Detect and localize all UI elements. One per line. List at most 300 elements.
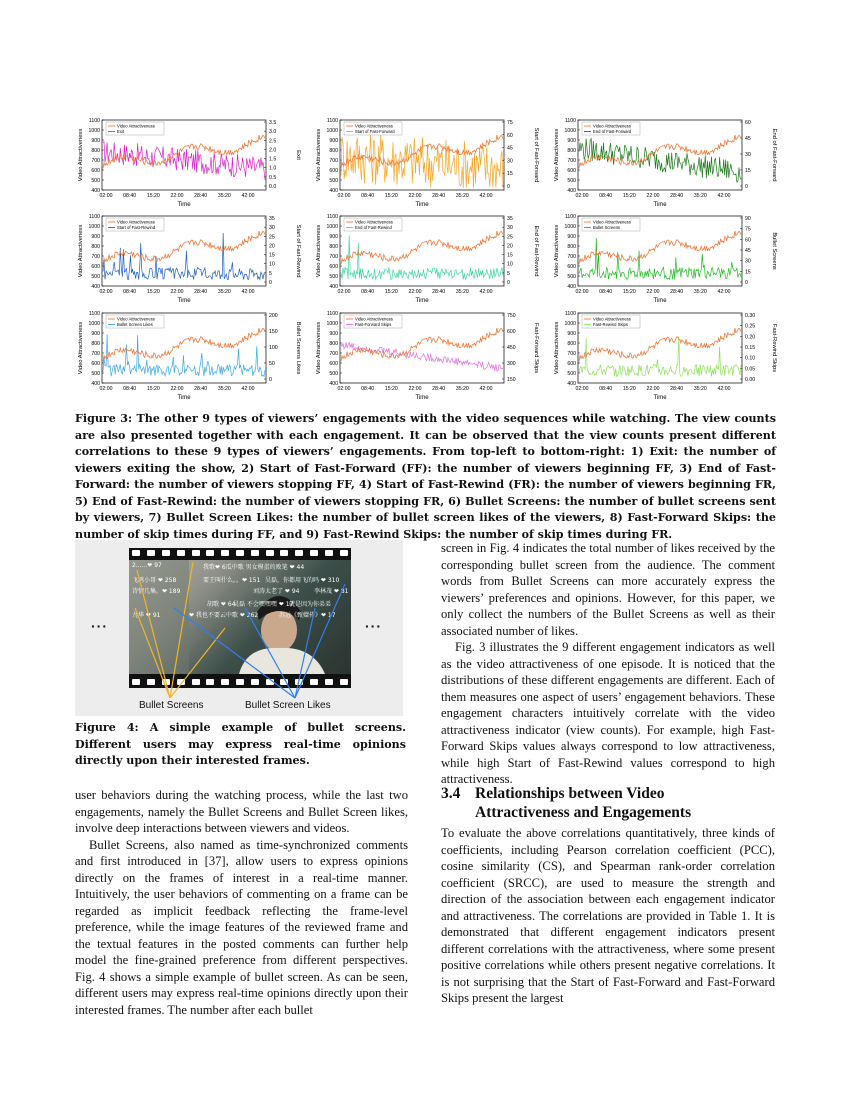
left-tick-label: 500 [329, 371, 338, 377]
x-tick-label: 08:40 [599, 289, 613, 295]
right-paragraph-1: screen in Fig. 4 indicates the total number of likes received by the corresponding bullet screen from the audience. The comment words from Bullet Screens can more accurately express the viewers’ preferences and opinions. However, for this paper, we only collect the numbers of the Bullet Screens as well as their associated number of likes. [441, 541, 775, 638]
left-tick-label: 400 [91, 284, 100, 290]
right-tick-label: 1.5 [269, 156, 277, 163]
legend-entry: End of Fast-Rewind [355, 225, 392, 231]
right-tick-label: 150 [507, 377, 516, 383]
right-tick-label: 0.5 [269, 174, 277, 181]
legend-entry: Video Attractiveness [355, 219, 393, 225]
left-tick-label: 700 [91, 254, 100, 260]
right-tick-label: 15 [507, 252, 513, 259]
left-axis-label: Video Attractiveness [316, 128, 322, 182]
x-axis-label: Time [653, 298, 667, 304]
x-tick-label: 22:00 [170, 289, 184, 295]
x-tick-label: 22:00 [646, 386, 660, 392]
left-axis-label: Video Attractiveness [316, 321, 322, 375]
left-tick-label: 600 [91, 168, 100, 174]
bullet-comment: 胡歌 ❤ 64 [207, 601, 236, 608]
legend-entry: Video Attractiveness [593, 316, 631, 322]
left-axis-label: Video Attractiveness [316, 224, 322, 278]
right-tick-label: 0.0 [269, 184, 277, 190]
chart-svg [551, 112, 777, 208]
right-tick-label: 30 [507, 158, 513, 165]
right-tick-label: 1.0 [269, 165, 277, 172]
left-axis-label: Video Attractiveness [554, 224, 560, 278]
figure-3-caption-text: The other 9 types of viewers’ engagements with the video sequences while watching. The view counts are also presented together with each engagement. It can be observed that the view counts present different correlations to these 9 types of viewers’ engagements. From top-left to bottom-right: 1) Exit: the number of viewers exiting the show, 2) Start of Fast-Forward (FF): the number of viewers beginning FF, 3) End of Fast-Forward: the number of viewers stopping FF, 4) Start of Fast-Rewind (FR): the number of viewers beginning FR, 5) End of Fast-Rewind: the number of viewers stopping FR, 6) Bullet Screens: the number of bullet screens sent by viewers, 7) Bullet Screen Likes: the number of bullet screen likes of the viewers, 8) Fast-Forward Skips: the number of skip times during FF, and 9) Fast-Rewind Skips: the number of skip times during FR. [75, 412, 776, 541]
left-tick-label: 800 [91, 244, 100, 250]
right-tick-label: 15 [269, 252, 275, 259]
left-tick-label: 1000 [326, 224, 338, 230]
x-tick-label: 42:00 [717, 386, 731, 392]
right-tick-label: 0.30 [745, 313, 756, 319]
x-tick-label: 02:00 [337, 386, 351, 392]
x-tick-label: 28:40 [670, 193, 684, 199]
engagement-chart [551, 305, 777, 401]
engagement-chart [313, 305, 539, 401]
left-tick-label: 400 [567, 284, 576, 290]
left-tick-label: 900 [567, 331, 576, 337]
x-tick-label: 22:00 [408, 193, 422, 199]
x-tick-label: 22:00 [646, 289, 660, 295]
section-title-line-2: Attractiveness and Engagements [475, 804, 692, 821]
x-tick-label: 08:40 [123, 386, 137, 392]
left-tick-label: 500 [567, 371, 576, 377]
x-tick-label: 02:00 [337, 193, 351, 199]
left-tick-label: 500 [567, 274, 576, 280]
right-tick-label: 3.0 [269, 129, 277, 136]
engagement-series [341, 235, 503, 279]
x-tick-label: 08:40 [361, 386, 375, 392]
left-tick-label: 700 [329, 158, 338, 164]
right-tick-label: 0 [745, 280, 748, 286]
right-tick-label: 35 [269, 216, 275, 222]
bullet-screens-label: Bullet Screens [139, 700, 204, 711]
left-tick-label: 800 [567, 148, 576, 154]
right-tick-label: 45 [745, 248, 751, 254]
x-tick-label: 02:00 [99, 386, 113, 392]
left-tick-label: 1000 [564, 128, 576, 134]
x-tick-label: 02:00 [575, 386, 589, 392]
right-tick-label: 50 [269, 361, 275, 367]
x-tick-label: 28:40 [194, 193, 208, 199]
left-tick-label: 700 [91, 351, 100, 357]
x-tick-label: 15:20 [384, 193, 398, 199]
x-tick-label: 35:20 [217, 193, 231, 199]
engagement-series [103, 233, 265, 280]
legend-entry: Start of Fast-Forward [355, 129, 395, 135]
left-tick-label: 800 [329, 341, 338, 347]
right-axis-label: Fast-Forward Skips [533, 322, 539, 374]
right-tick-label: 60 [507, 132, 513, 139]
x-tick-label: 28:40 [670, 386, 684, 392]
x-tick-label: 28:40 [194, 289, 208, 295]
left-tick-label: 700 [567, 351, 576, 357]
left-tick-label: 1000 [326, 128, 338, 134]
right-tick-label: 30 [269, 225, 275, 232]
x-tick-label: 15:20 [622, 193, 636, 199]
bullet-comment: 吴磊，你都用飞的吗 ❤ 310 [265, 577, 340, 584]
right-column-top [441, 540, 775, 788]
left-tick-label: 600 [329, 264, 338, 270]
right-tick-label: 30 [507, 225, 513, 232]
left-tick-label: 1100 [88, 311, 100, 317]
right-tick-label: 35 [507, 216, 513, 222]
x-tick-label: 28:40 [432, 289, 446, 295]
x-tick-label: 08:40 [599, 193, 613, 199]
right-tick-label: 600 [507, 329, 516, 335]
chart-svg [75, 305, 301, 401]
x-tick-label: 22:00 [646, 193, 660, 199]
chart-svg [551, 305, 777, 401]
left-tick-label: 800 [91, 341, 100, 347]
left-tick-label: 700 [567, 158, 576, 164]
x-tick-label: 15:20 [146, 193, 160, 199]
x-tick-label: 28:40 [432, 386, 446, 392]
x-tick-label: 35:20 [217, 386, 231, 392]
x-tick-label: 08:40 [123, 193, 137, 199]
x-axis-label: Time [653, 395, 667, 401]
chart-svg [75, 112, 301, 208]
x-tick-label: 28:40 [670, 289, 684, 295]
x-tick-label: 42:00 [241, 386, 255, 392]
right-tick-label: 450 [507, 345, 516, 351]
right-axis-label: Bullet Screens [771, 232, 777, 270]
right-tick-label: 150 [269, 329, 278, 335]
x-axis-label: Time [177, 202, 191, 208]
right-tick-label: 2.5 [269, 138, 277, 145]
left-tick-label: 400 [567, 381, 576, 387]
left-tick-label: 600 [329, 361, 338, 367]
legend-entry: Bullet Screen Likes [117, 322, 153, 328]
chart-svg [313, 112, 539, 208]
bullet-comment: 刘涛太老了 ❤ 94 [253, 588, 300, 595]
x-tick-label: 35:20 [217, 289, 231, 295]
left-ellipsis: ··· [91, 618, 108, 634]
legend-entry: Video Attractiveness [117, 316, 155, 322]
right-tick-label: 0 [507, 280, 510, 286]
left-tick-label: 500 [91, 371, 100, 377]
x-tick-label: 42:00 [479, 289, 493, 295]
engagement-series [341, 132, 503, 188]
left-tick-label: 600 [567, 168, 576, 174]
x-tick-label: 15:20 [384, 386, 398, 392]
right-axis-label: Exit [295, 150, 301, 160]
left-tick-label: 600 [91, 264, 100, 270]
left-tick-label: 800 [329, 148, 338, 154]
left-column [75, 787, 408, 1018]
left-tick-label: 1100 [326, 311, 338, 317]
figure-3-caption [75, 411, 776, 543]
x-tick-label: 02:00 [99, 289, 113, 295]
section-number: 3.4 [441, 785, 461, 802]
engagement-chart [75, 305, 301, 401]
x-tick-label: 35:20 [455, 386, 469, 392]
legend-entry: Video Attractiveness [355, 123, 393, 129]
right-tick-label: 100 [269, 345, 278, 351]
left-tick-label: 400 [91, 188, 100, 194]
x-tick-label: 22:00 [170, 193, 184, 199]
left-tick-label: 1100 [564, 118, 576, 124]
left-tick-label: 900 [91, 138, 100, 144]
right-paragraph-3: To evaluate the above correlations quantitatively, three kinds of coefficients, including Pearson correlation coefficient (PCC), cosine similarity (CS), and Spearman rank-order correlation coefficient (SRCC), are used to measure the strength and direction of the association between each engagement indicator and attractiveness. The correlations are provided in Table 1. It is demonstrated that different engagement indicators present different correlations with the attractiveness, where some present positive correlations while others present negative correlations. It is not surprising that the Start of Fast-Forward and Fast-Forward Skips present the largest [441, 826, 775, 1005]
legend-entry: Fast-Rewind Skips [593, 322, 628, 328]
x-tick-label: 28:40 [432, 193, 446, 199]
left-tick-label: 800 [91, 148, 100, 154]
left-tick-label: 1100 [564, 214, 576, 220]
right-tick-label: 0.05 [745, 366, 756, 373]
right-tick-label: 90 [745, 216, 751, 222]
engagement-chart [551, 208, 777, 304]
x-tick-label: 08:40 [123, 289, 137, 295]
x-tick-label: 15:20 [146, 289, 160, 295]
right-tick-label: 25 [269, 234, 275, 241]
right-ellipsis: ··· [365, 618, 382, 634]
bullet-comment: 我歌❤ 6瓜中歌 男女模蛋的败笔 ❤ 44 [203, 564, 305, 571]
figure-3-label: Figure 3: [75, 412, 133, 425]
x-tick-label: 22:00 [408, 289, 422, 295]
attractiveness-series [341, 231, 503, 264]
right-tick-label: 10 [269, 261, 275, 268]
x-axis-label: Time [177, 298, 191, 304]
x-tick-label: 35:20 [693, 386, 707, 392]
left-tick-label: 600 [329, 168, 338, 174]
left-tick-label: 1000 [88, 321, 100, 327]
right-axis-label: Start of Fast-Rewind [295, 224, 301, 278]
right-tick-label: 0 [269, 280, 272, 286]
legend-entry: Bullet Screens [593, 225, 620, 231]
left-tick-label: 400 [329, 381, 338, 387]
engagement-chart [313, 112, 539, 208]
left-tick-label: 500 [329, 274, 338, 280]
right-tick-label: 45 [745, 136, 751, 142]
x-axis-label: Time [415, 298, 429, 304]
figure-4-caption [75, 720, 406, 770]
bullet-comment: 李林茂 ❤ 81 [314, 588, 349, 595]
left-axis-label: Video Attractiveness [554, 128, 560, 182]
x-tick-label: 42:00 [241, 193, 255, 199]
legend-entry: Start of Fast-Rewind [117, 225, 156, 231]
section-heading [441, 784, 775, 822]
left-tick-label: 800 [567, 341, 576, 347]
x-tick-label: 15:20 [384, 289, 398, 295]
attractiveness-series [103, 231, 265, 264]
left-tick-label: 700 [329, 351, 338, 357]
legend-entry: End of Fast-Forward [593, 129, 632, 135]
right-tick-label: 3.5 [269, 120, 277, 126]
x-tick-label: 08:40 [361, 193, 375, 199]
left-paragraph-2: Bullet Screens, also named as time-synchronized comments and first introduced in [37], allow users to express opinions directly on the frames of interest in a real-time manner. Intuitively, the user behaviors of commenting on a frame can be regarded as implicit feedback reflecting the frame-level preference, while the image features of the reviewed frame and the textual features in the posted comments can further help model the fine-grained preference from different perspectives. Fig. 4 shows a simple example of bullet screen. As can be seen, different users may express real-time opinions directly upon their interested frames. The number after each bullet [75, 837, 408, 1017]
x-tick-label: 02:00 [575, 289, 589, 295]
left-tick-label: 1000 [564, 321, 576, 327]
right-column-bottom [441, 825, 775, 1007]
bullet-comment: 诗情几集。❤ 189 [132, 588, 181, 595]
x-tick-label: 15:20 [622, 289, 636, 295]
engagement-chart [75, 112, 301, 208]
left-tick-label: 500 [329, 178, 338, 184]
x-tick-label: 08:40 [599, 386, 613, 392]
right-tick-label: 0.15 [745, 345, 756, 351]
right-tick-label: 15 [745, 269, 751, 276]
x-tick-label: 42:00 [479, 193, 493, 199]
x-tick-label: 35:20 [693, 193, 707, 199]
right-tick-label: 30 [745, 152, 751, 158]
right-tick-label: 15 [745, 168, 751, 174]
bullet-comment: ❤ 我也不要云中歌 ❤ 262 [189, 612, 259, 619]
right-tick-label: 0.25 [745, 323, 756, 330]
right-tick-label: 0 [269, 377, 272, 383]
left-tick-label: 700 [567, 254, 576, 260]
left-tick-label: 400 [329, 284, 338, 290]
right-tick-label: 5 [269, 270, 272, 277]
left-tick-label: 700 [91, 158, 100, 164]
right-tick-label: 20 [269, 243, 275, 250]
left-tick-label: 900 [91, 331, 100, 337]
left-tick-label: 800 [329, 244, 338, 250]
right-tick-label: 10 [507, 261, 513, 268]
legend-entry: Video Attractiveness [117, 123, 155, 129]
right-paragraph-2: Fig. 3 illustrates the 9 different engagement indicators as well as the video attractiveness of one episode. It is noticed that the distributions of these different engagements are different. Each of them measures one aspect of users’ engagement behaviors. These engagement characters intuitively correlate with the video attractiveness indicator (view counts). For example, high Fast-Forward Skips values always correspond to low attractiveness, while high Start of Fast-Rewind values correspond to high attractiveness. [441, 640, 775, 786]
left-tick-label: 700 [329, 254, 338, 260]
legend-entry: Video Attractiveness [593, 219, 631, 225]
left-tick-label: 500 [567, 178, 576, 184]
chart-svg [313, 305, 539, 401]
bullet-comment: 要王叫什么。。❤ 151 [203, 577, 261, 584]
left-tick-label: 1100 [326, 214, 338, 220]
right-tick-label: 0 [507, 184, 510, 190]
legend-entry: Fast-Forward Skips [355, 322, 392, 328]
right-tick-label: 75 [745, 226, 751, 233]
left-axis-label: Video Attractiveness [78, 128, 84, 182]
x-tick-label: 42:00 [241, 289, 255, 295]
left-tick-label: 400 [329, 188, 338, 194]
left-axis-label: Video Attractiveness [78, 224, 84, 278]
attractiveness-series [579, 328, 741, 361]
right-tick-label: 750 [507, 313, 516, 319]
left-tick-label: 1100 [564, 311, 576, 317]
engagement-series [579, 139, 741, 183]
right-tick-label: 20 [507, 243, 513, 250]
attractiveness-series [579, 135, 741, 168]
left-axis-label: Video Attractiveness [554, 321, 560, 375]
bullet-comment: 九华 ❤ 91 [132, 612, 161, 619]
bullet-comment: 飞鸿小哥 ❤ 258 [132, 577, 177, 584]
x-tick-label: 35:20 [455, 289, 469, 295]
x-tick-label: 02:00 [575, 193, 589, 199]
x-tick-label: 15:20 [146, 386, 160, 392]
x-tick-label: 02:00 [337, 289, 351, 295]
right-tick-label: 5 [507, 270, 510, 277]
right-axis-label: Bullet Screens Likes [295, 321, 301, 375]
x-tick-label: 02:00 [99, 193, 113, 199]
right-axis-label: Fast-Rewind Skips [771, 323, 777, 373]
right-tick-label: 25 [507, 234, 513, 241]
x-axis-label: Time [415, 395, 429, 401]
x-tick-label: 22:00 [408, 386, 422, 392]
left-tick-label: 1100 [326, 118, 338, 124]
left-tick-label: 900 [567, 138, 576, 144]
figure-4-caption-text: A simple example of bullet screens. Different users may express real-time opinions directly upon their interested frames. [75, 721, 406, 767]
right-tick-label: 0 [745, 184, 748, 190]
engagement-chart [551, 112, 777, 208]
left-tick-label: 900 [567, 234, 576, 240]
x-tick-label: 42:00 [717, 289, 731, 295]
x-tick-label: 42:00 [479, 386, 493, 392]
left-tick-label: 1000 [564, 224, 576, 230]
right-tick-label: 200 [269, 313, 278, 319]
right-axis-label: End of Fast-Forward [771, 128, 777, 182]
x-tick-label: 28:40 [194, 386, 208, 392]
left-tick-label: 600 [567, 361, 576, 367]
left-tick-label: 600 [91, 361, 100, 367]
right-tick-label: 60 [745, 237, 751, 244]
engagement-chart [75, 208, 301, 304]
attractiveness-series [579, 231, 741, 264]
chart-svg [75, 208, 301, 304]
left-tick-label: 900 [329, 138, 338, 144]
left-tick-label: 1000 [88, 128, 100, 134]
x-tick-label: 35:20 [455, 193, 469, 199]
right-tick-label: 45 [507, 145, 513, 152]
x-tick-label: 08:40 [361, 289, 375, 295]
right-tick-label: 75 [507, 120, 513, 126]
section-title-line-1: Relationships between Video [475, 785, 665, 802]
right-tick-label: 2.0 [269, 147, 277, 154]
legend-entry: Video Attractiveness [117, 219, 155, 225]
x-tick-label: 35:20 [693, 289, 707, 295]
left-tick-label: 1100 [88, 118, 100, 124]
legend-entry: Exit [117, 129, 124, 135]
right-tick-label: 0.10 [745, 355, 756, 362]
left-tick-label: 900 [91, 234, 100, 240]
left-tick-label: 600 [567, 264, 576, 270]
right-tick-label: 30 [745, 258, 751, 265]
figure-4-label: Figure 4: [75, 721, 139, 734]
right-tick-label: 0.00 [745, 377, 756, 383]
bullet-comment: 苏远《甄嬛传》❤ 17 [279, 612, 336, 619]
x-axis-label: Time [415, 202, 429, 208]
bullet-comment: 吴磊 不会嘿嘿嘿 ❤ 17 [233, 601, 294, 608]
left-tick-label: 900 [329, 234, 338, 240]
legend-entry: Video Attractiveness [355, 316, 393, 322]
engagement-series [341, 342, 503, 371]
left-paragraph-1: user behaviors during the watching process, while the last two engagements, namely the Bullet Screens and Bullet Screen likes, involve deep interactions between viewers and videos. [75, 788, 408, 835]
right-tick-label: 300 [507, 361, 516, 367]
left-tick-label: 400 [91, 381, 100, 387]
left-tick-label: 500 [91, 274, 100, 280]
x-axis-label: Time [177, 395, 191, 401]
right-tick-label: 60 [745, 120, 751, 126]
x-tick-label: 42:00 [717, 193, 731, 199]
chart-svg [551, 208, 777, 304]
left-tick-label: 1000 [326, 321, 338, 327]
right-axis-label: End of Fast-Rewind [533, 225, 539, 277]
figure-4-image [75, 540, 403, 716]
pointer-lines [75, 540, 403, 716]
left-tick-label: 500 [91, 178, 100, 184]
right-tick-label: 0.20 [745, 334, 756, 341]
left-tick-label: 1100 [88, 214, 100, 220]
left-axis-label: Video Attractiveness [78, 321, 84, 375]
legend-entry: Video Attractiveness [593, 123, 631, 129]
x-tick-label: 22:00 [170, 386, 184, 392]
left-tick-label: 1000 [88, 224, 100, 230]
left-tick-label: 900 [329, 331, 338, 337]
right-axis-label: Start of Fast-Forward [533, 127, 539, 183]
engagement-series [579, 336, 741, 377]
bullet-comment: 就是因为你弟弟 [289, 601, 332, 608]
left-tick-label: 400 [567, 188, 576, 194]
x-tick-label: 15:20 [622, 386, 636, 392]
bullet-screen-likes-label: Bullet Screen Likes [245, 700, 331, 711]
